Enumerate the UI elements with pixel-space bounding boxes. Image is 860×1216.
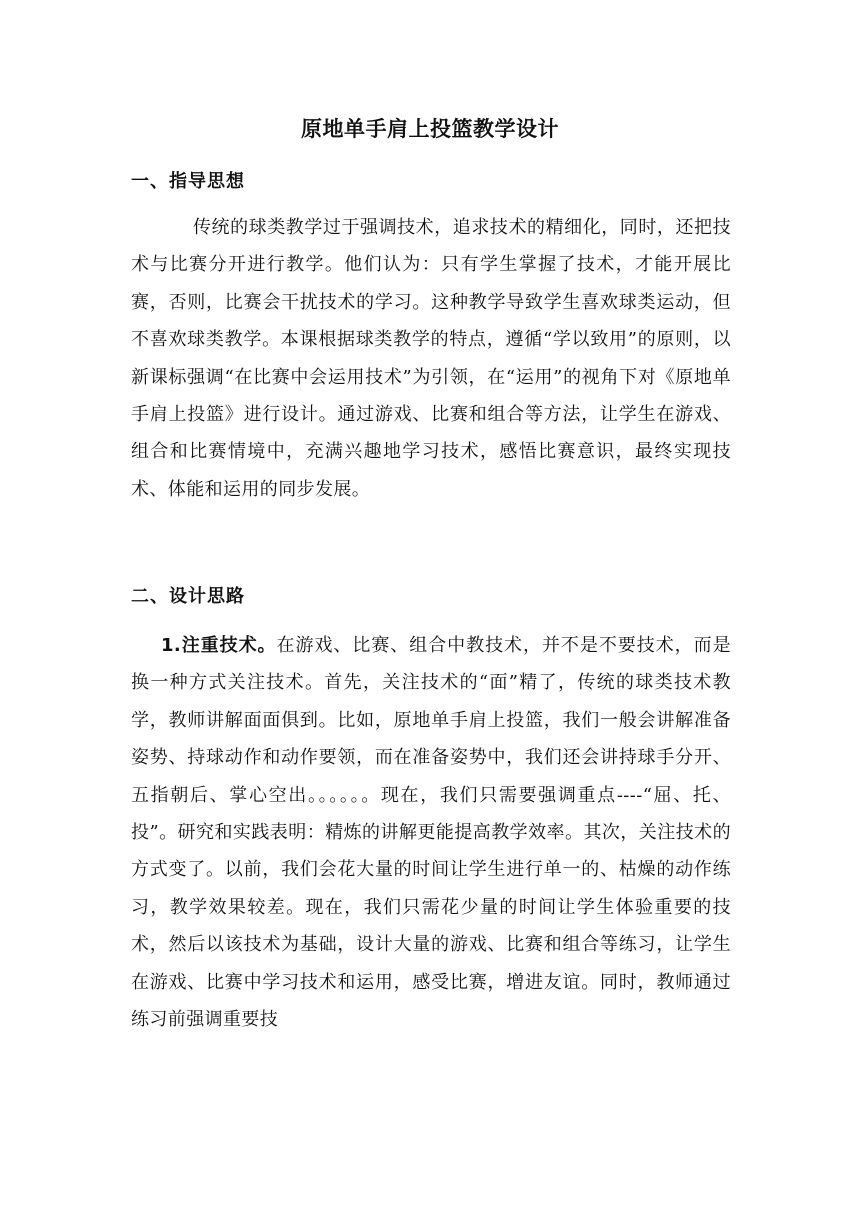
section-paragraph-guiding-ideology: 传统的球类教学过于强调技术，追求技术的精细化，同时，还把技术与比赛分开进行教学。他们认为：只有学生掌握了技术，才能开展比赛，否则，比赛会干扰技术的学习。这种教学导致学生喜欢球类运动，但不喜欢球类教学。本课根据球类教学的特点，遵循“学以致用”的原则，以新课标强调“在比赛中会运用技术”为引领，在“运用”的视角下对《原地单手肩上投篮》进行设计。通过游戏、比赛和组合等方法，让学生在游戏、组合和比赛情境中，充满兴趣地学习技术，感悟比赛意识，最终实现技术、体能和运用的同步发展。 — [131, 217, 731, 500]
document-title: 原地单手肩上投篮教学设计 — [301, 117, 559, 141]
paragraph-lead: 1.注重技术。 — [161, 635, 277, 656]
paragraph-body: 在游戏、比赛、组合中教技术，并不是不要技术，而是换一种方式关注技术。首先，关注技术的“面”精了，传统的球类技术教学，教师讲解面面俱到。比如，原地单手肩上投篮，我们一般会讲解准备姿势、持球动作和动作要领，而在准备姿势中，我们还会讲持球手分开、五指朝后、掌心空出。。。。。。现在，我们只需要强调重点----“屈、托、投”。研究和实践表明：精炼的讲解更能提高教学效率。其次，关注技术的方式变了。以前，我们会花大量的时间让学生进行单一的、枯燥的动作练习，教学效果较差。现在，我们只需花少量的时间让学生体验重要的技术，然后以该技术为基础，设计大量的游戏、比赛和组合等练习，让学生在游戏、比赛中学习技术和运用，感受比赛，增进友谊。同时，教师通过练习前强调重要技 — [131, 635, 731, 1031]
section-heading-guiding-ideology: 一、指导思想 — [131, 171, 245, 192]
section-heading-design-ideas: 二、设计思路 — [131, 586, 245, 607]
section-paragraph-design-ideas — [131, 627, 731, 1038]
